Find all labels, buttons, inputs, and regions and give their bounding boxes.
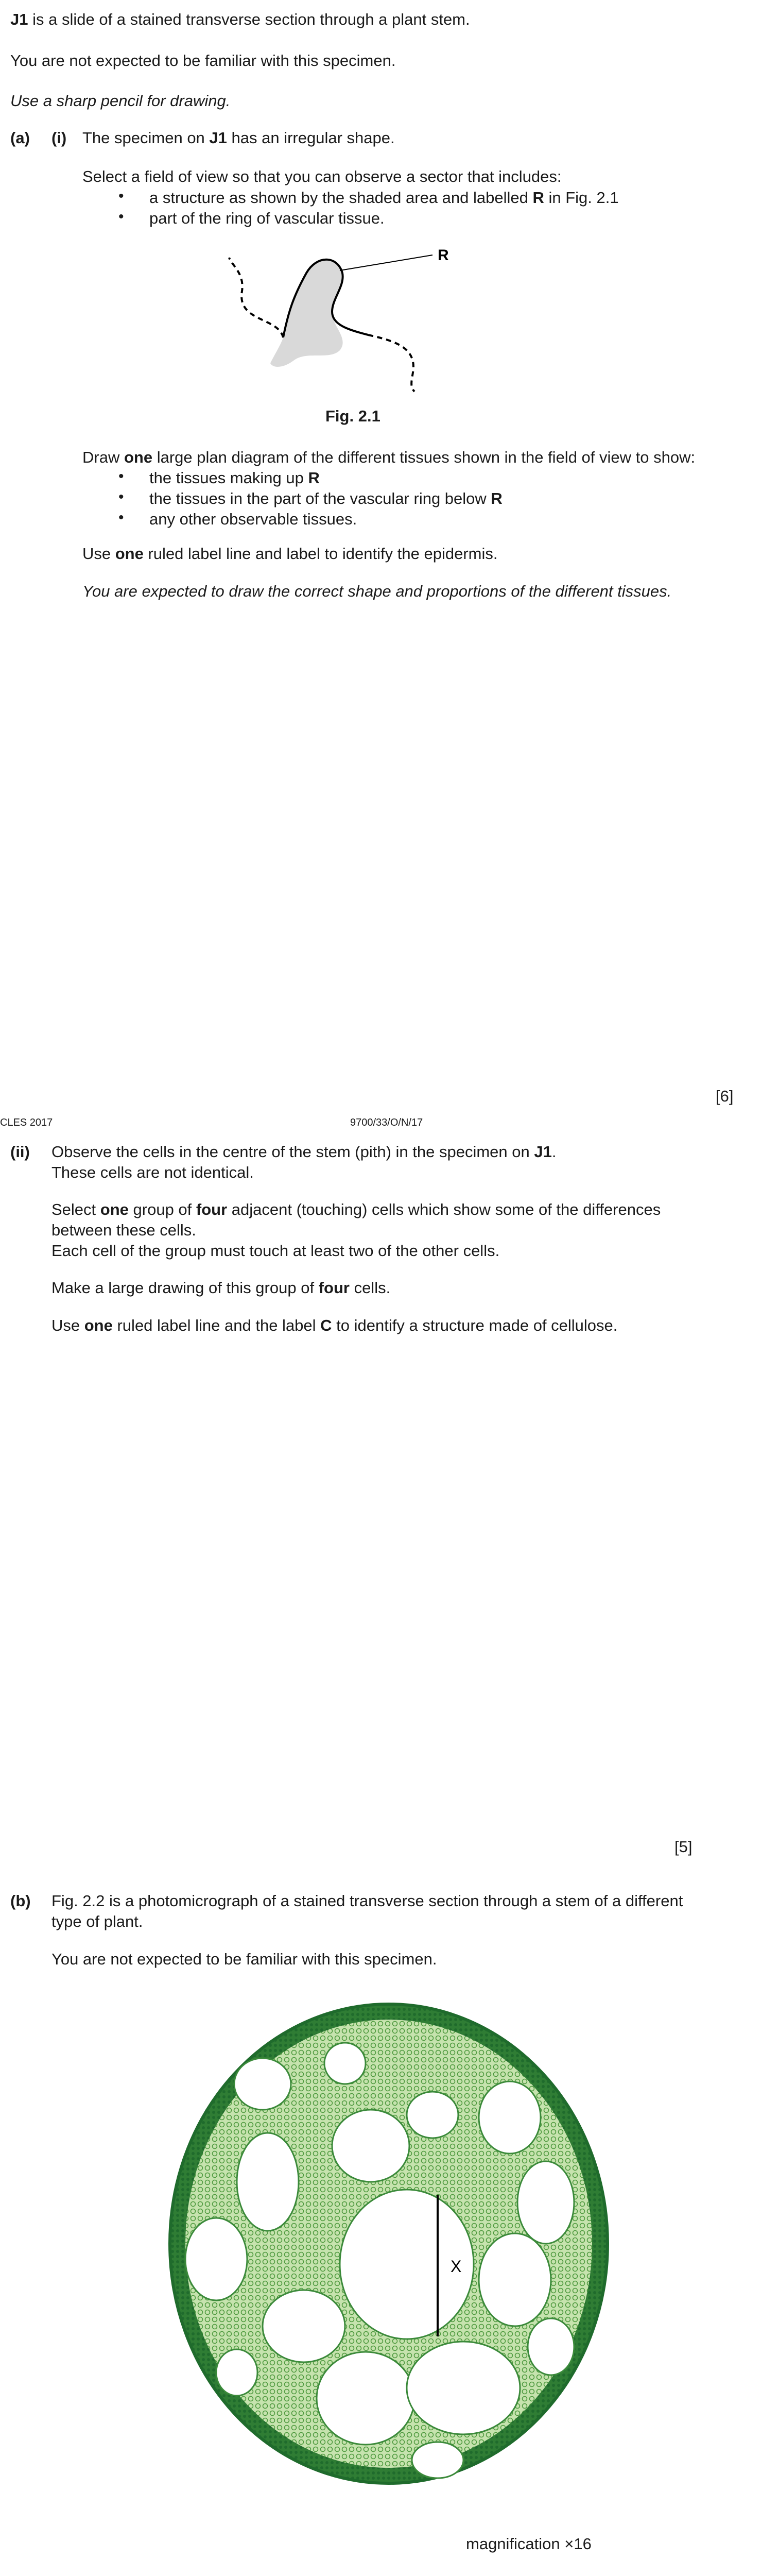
part-b-line-1: Fig. 2.2 is a photomicrograph of a stained transverse section through a stem of a different [51, 1892, 683, 1910]
magnification-label: magnification ×16 [466, 2535, 592, 2553]
part-a-ii-select-2: between these cells. [51, 1221, 196, 1239]
footer-code: 9700/33/O/N/17 [350, 1117, 423, 1128]
part-a-ii-line-1: Observe the cells in the centre of the stem (pith) in the specimen on J1. [51, 1143, 557, 1161]
proportions-note: You are expected to draw the correct shape and proportions of the different tissues. [82, 582, 672, 600]
footer-copyright: CLES 2017 [0, 1117, 53, 1128]
part-a-ii-select: Select one group of four adjacent (touching) cells which show some of the differences [51, 1200, 661, 1218]
select-text: Select a field of view so that you can observe a sector that includes: [82, 167, 562, 185]
draw-instruction: Draw one large plan diagram of the different tissues shown in the field of view to show: [82, 448, 696, 466]
ring-outline-dashed-left [229, 258, 283, 337]
fig-2-1-caption: Fig. 2.1 [325, 407, 380, 425]
epidermis-instruction: Use one ruled label line and label to identify the epidermis. [82, 545, 498, 563]
marks-a-ii: [5] [674, 1838, 693, 1856]
part-a-ii-label: (ii) [10, 1143, 30, 1161]
part-b-label: (b) [10, 1892, 31, 1910]
part-b-line-3: You are not expected to be familiar with this specimen. [51, 1950, 437, 1968]
label-line-R [340, 255, 432, 270]
label-X: X [451, 2257, 462, 2276]
label-R: R [438, 247, 449, 264]
part-a-i-sentence: The specimen on J1 has an irregular shape. [82, 129, 395, 147]
ring-outline-dashed-right [368, 335, 414, 392]
part-a-i-label: (i) [51, 129, 67, 147]
part-a-ii-make: Make a large drawing of this group of four cells. [51, 1279, 391, 1297]
part-a-label: (a) [10, 129, 30, 147]
figure-2-2-photomicrograph [103, 1991, 674, 2512]
figure-2-1-diagram [221, 234, 510, 394]
intro-line-1: J1 is a slide of a stained transverse section through a plant stem. [10, 10, 470, 28]
part-a-ii-use: Use one ruled label line and the label C to identify a structure made of cellulose. [51, 1316, 618, 1334]
marks-a-i: [6] [716, 1087, 734, 1105]
part-a-ii-line-2: These cells are not identical. [51, 1163, 254, 1181]
part-b-line-2: type of plant. [51, 1912, 143, 1930]
intro-line-2: You are not expected to be familiar with this specimen. [10, 52, 396, 70]
intro-line-3: Use a sharp pencil for drawing. [10, 92, 231, 110]
part-a-ii-select-3: Each cell of the group must touch at least two of the other cells. [51, 1242, 500, 1260]
